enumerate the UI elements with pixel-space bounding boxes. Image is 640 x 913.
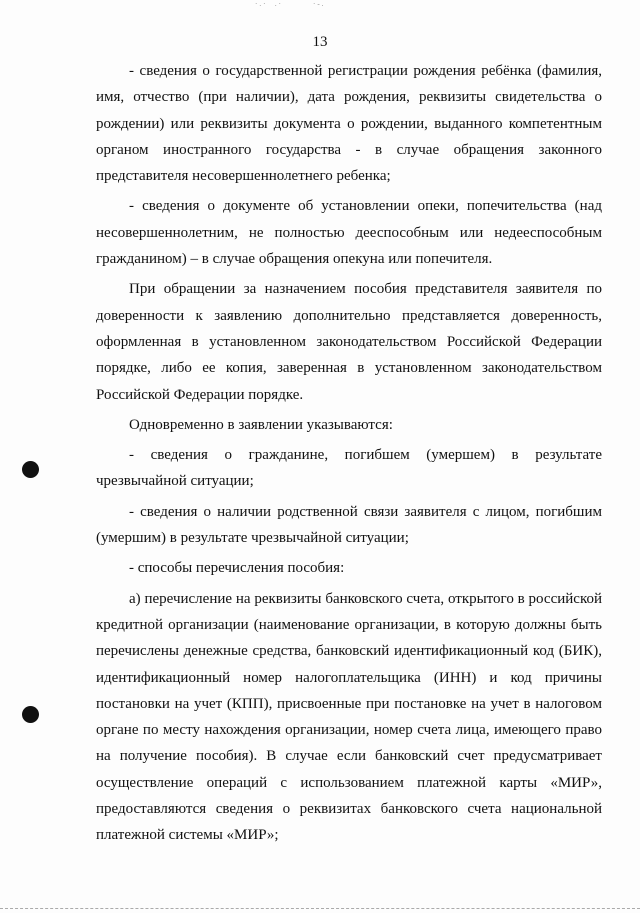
scan-specks: ·.· .· ·-. (255, 0, 326, 8)
scan-edge-line (0, 908, 640, 910)
paragraph-kinship: - сведения о наличии родственной связи заявителя с лицом, погибшим (умершим) в результате чрезвычайной ситуации; (96, 503, 602, 547)
paragraph-guardianship: - сведения о документе об установлении опеки, попечительства (над несовершеннолетним, не полностью дееспособным или недееспособным гражданином) – в случае обращения опекуна или попечителя. (96, 198, 602, 268)
paragraph-also-indicated: Одновременно в заявлении указываются: (129, 416, 393, 433)
paragraph-deceased-info: - сведения о гражданине, погибшем (умершем) в результате чрезвычайной ситуации; (96, 447, 602, 490)
punch-hole-bottom (22, 706, 39, 723)
paragraph-bank-transfer: а) перечисление на реквизиты банковского счета, открытого в российской кредитной организации (наименование организации, в которую должны быть перечислены денежные средства, банковский идентификационный код (БИК), идентификационный номер налогоплательщика (ИНН) и код причины постановки на учет (КПП), присвоенные при постановке на учет в налоговом органе по месту нахождения организации, номер счета лица, имеющего право на получение пособия). В случае если банковский счет предусматривает осуществление операций с использованием платежной карты «МИР», предоставляются сведения о реквизитах банковского счета национальной платежной системы «МИР»; (96, 590, 602, 844)
paragraph-power-of-attorney: При обращении за назначением пособия представителя заявителя по доверенности к заявлению дополнительно представляется доверенность, оформленная в установленном законодательством Российской Федерации порядке, либо ее копия, заверенная в установленном законодательством Российской Федерации порядке. (96, 281, 602, 403)
paragraph-payment-methods: - способы перечисления пособия: (129, 560, 345, 577)
page-number: 13 (312, 34, 328, 50)
paragraph-birth-registration: - сведения о государственной регистрации рождения ребёнка (фамилия, имя, отчество (при наличии), дата рождения, реквизиты свидетельства о рождении) или реквизиты документа о рождении, выданного компетентным органом иностранного государства - в случае обращения законного представителя несовершеннолетнего ребенка; (96, 63, 602, 185)
punch-hole-top (22, 461, 39, 478)
document-body (96, 58, 602, 849)
